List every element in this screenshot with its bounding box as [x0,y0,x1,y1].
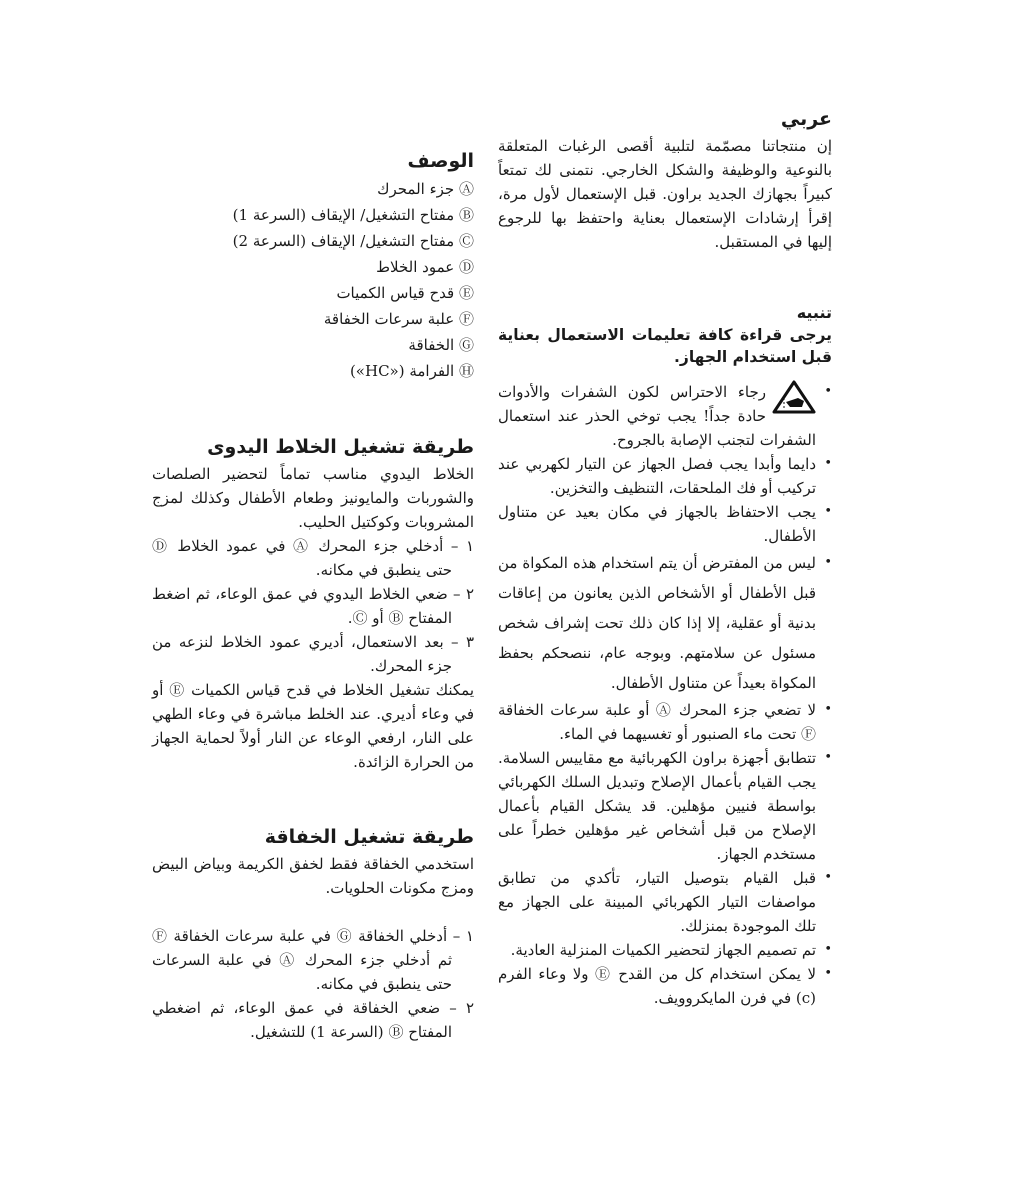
part-item: Ⓐ جزء المحرك [377,180,474,198]
parts-list [152,176,474,384]
sharp-blade-warning-icon [772,380,816,414]
blender-step: ١ – أدخلي جزء المحرك Ⓐ في عمود الخلاط Ⓓ حتى ينطبق في مكانه. [152,537,474,579]
safety-item: • تم تصميم الجهاز لتحضير الكميات المنزلية العادية. [498,938,832,962]
left-column [152,146,474,1044]
whisk-intro: استخدمي الخفاقة فقط لخفق الكريمة وبياض البيض ومزج مكونات الحلويات. [152,855,474,897]
language-title: عربي [780,108,832,130]
blender-note: يمكنك تشغيل الخلاط في قدح قياس الكميات Ⓔ أو في وعاء أديري. عند الخلط مباشرة في وعاء الطهي على النار، ارفعي الوعاء عن النار أولاً لحماية الجهاز من الحرارة الزائدة. [152,681,474,771]
part-item: Ⓖ الخفاقة [408,336,474,354]
whisk-step: ٢ – ضعي الخفاقة في عمق الوعاء، ثم اضغطي المفتاح Ⓑ (السرعة 1) للتشغيل. [152,999,474,1041]
safety-item: • ليس من المفترض أن يتم استخدام هذه المكواة من قبل الأطفال أو الأشخاص الذين يعانون من إعاقات بدنية أو عقلية، إلا إذا كان ذلك تحت إشراف شخص مسئول عن سلامتهم. وبوجه عام، ننصحكم بحفظ المكواة بعيداً عن متناول الأطفال. [498,548,832,698]
intro-paragraph: إن منتجاتنا مصمّمة لتلبية أقصى الرغبات المتعلقة بالنوعية والوظيفة والشكل الخارجي. نتمنى لك تمتعاً كبيراً بجهازك الجديد براون. قبل الإستعمال لأول مرة، إقرأ إرشادات الإستعمال بعناية واحتفظ بها للرجوع إليها في المستقبل. [498,137,832,251]
part-item: Ⓓ عمود الخلاط [376,258,474,276]
blender-intro: الخلاط اليدوي مناسب تماماً لتحضير الصلصات والشوربات والمايونيز وطعام الأطفال وكذلك لمزج المشروبات وكوكتيل الحليب. [152,465,474,531]
part-item: Ⓗ الفرامة («HC») [349,362,474,380]
part-item: Ⓑ مفتاح التشغيل/ الإيقاف (السرعة 1) [232,206,474,224]
blender-step: ٢ – ضعي الخلاط اليدوي في عمق الوعاء، ثم اضغط المفتاح Ⓑ أو Ⓒ. [152,585,474,627]
whisk-step: ١ – أدخلي الخفاقة Ⓖ في علبة سرعات الخفاقة Ⓕ ثم أدخلي جزء المحرك Ⓐ في علبة السرعات حتى ينطبق في مكانه. [152,927,474,993]
safety-item: • دايما وأبدا يجب فصل الجهاز عن التيار لكهربي عند تركيب أو فك الملحقات، التنظيف والتخزين. [498,452,832,500]
description-title: الوصف [407,150,474,172]
safety-list [498,380,832,1010]
safety-item: • لا يمكن استخدام كل من القدح Ⓔ ولا وعاء الفرم (c) في فرن المايكروويف. [498,962,832,1010]
blender-section-title: طريقة تشغيل الخلاط اليدوى [207,436,474,458]
whisk-section-title: طريقة تشغيل الخفاقة [264,826,474,848]
safety-item: • تتطابق أجهزة براون الكهربائية مع مقاييس السلامة. يجب القيام بأعمال الإصلاح وتبديل السلك الكهربائي بواسطة فنيين مؤهلين. قد يشكل القيام بأعمال الإصلاح من قبل أشخاص غير مؤهلين خطراً على مستخدم الجهاز. [498,746,832,866]
warning-bold-text: يرجى قراءة كافة تعليمات الاستعمال بعناية قبل استخدام الجهاز. [498,326,832,366]
safety-item: • لا تضعي جزء المحرك Ⓐ أو علبة سرعات الخفاقة Ⓕ تحت ماء الصنبور أو تغسيهما في الماء. [498,698,832,746]
part-item: Ⓕ علبة سرعات الخفاقة [323,310,474,328]
safety-item: • رجاء الاحتراس لكون الشفرات والأدوات حادة جداً! يجب توخي الحذر عند استعمال الشفرات لتجنب الإصابة بالجروح. [498,380,832,452]
blender-steps [152,534,474,678]
whisk-steps [152,924,474,1044]
safety-item: • يجب الاحتفاظ بالجهاز في مكان بعيد عن متناول الأطفال. [498,500,832,548]
right-column [498,104,832,1010]
part-item: Ⓔ قدح قياس الكميات [336,284,474,302]
part-item: Ⓒ مفتاح التشغيل/ الإيقاف (السرعة 2) [232,232,474,250]
blender-step: ٣ – بعد الاستعمال، أديري عمود الخلاط لنزعه من جزء المحرك. [152,633,474,675]
warning-title: تنبيه [796,303,832,322]
safety-item: • قبل القيام بتوصيل التيار، تأكدي من تطابق مواصفات التيار الكهربائي المبينة على الجهاز مع تلك الموجودة بمنزلك. [498,866,832,938]
